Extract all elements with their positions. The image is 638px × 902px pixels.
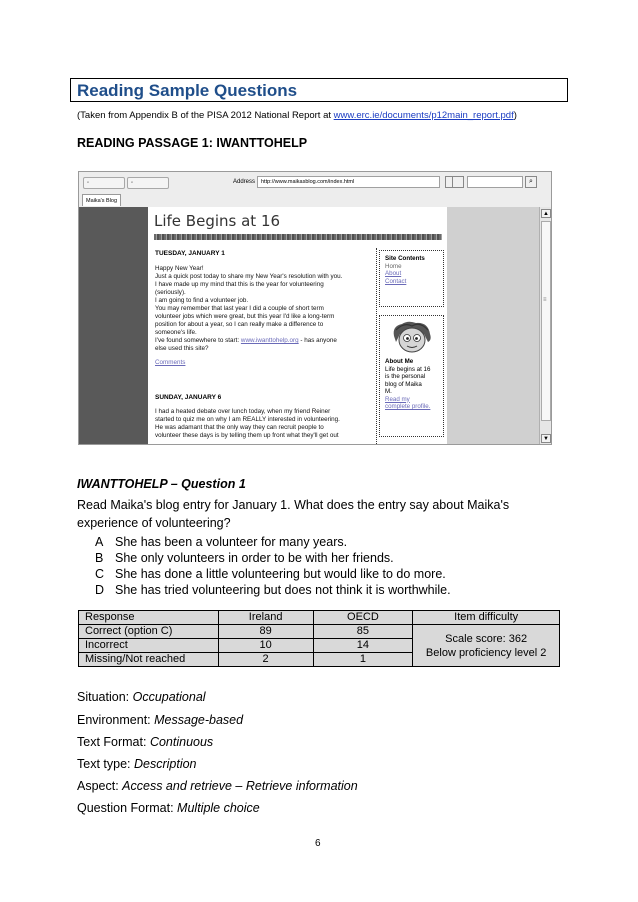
meta-text-type: Text type: Description — [77, 757, 197, 771]
grip-icon: ≡ — [543, 297, 547, 303]
iwanttohelp-link[interactable]: www.iwanttohelp.org — [240, 337, 299, 344]
meta-situation: Situation: Occupational — [77, 690, 206, 704]
option-b: B She only volunteers in order to be with her friends. — [95, 551, 394, 565]
option-a: A She has been a volunteer for many years. — [95, 535, 348, 549]
tab-maikas-blog[interactable]: Maika's Blog — [82, 194, 121, 206]
left-strip — [79, 207, 148, 445]
post-body: Happy New Year! Just a quick post today to share my New Year's resolution with you. I have made up my mind that this is the year for volunteering (seriously). I am going to find a volunteer job. You may remember that last year I did a couple of short term volunteer jobs which were great, but this year I'd like a long-term position for about a year, so I can really make a difference to someone's life. I've found somewhere to start: www.iwanttohelp.org - has anyone else used this site? Comments — [155, 265, 369, 367]
right-margin — [447, 207, 539, 445]
profile-link[interactable]: Read my — [385, 395, 410, 403]
scrollbar[interactable] — [539, 207, 552, 445]
sidebar-divider — [376, 248, 377, 445]
scroll-up-icon[interactable]: ▲ — [541, 209, 551, 218]
post-date: SUNDAY, JANUARY 6 — [155, 394, 222, 401]
page-number: 6 — [315, 838, 321, 849]
post-body: I had a heated debate over lunch today, when my friend Reiner started to quiz me on why I am REALLY interested in volunteering. He was adamant that the only way they can recruit people to volunteer these days is by telling them up front what they'll get out — [155, 408, 340, 439]
refresh-button[interactable] — [452, 176, 464, 188]
table-row: Incorrect 10 14 — [79, 639, 560, 653]
avatar-icon — [390, 320, 434, 354]
blog-content — [148, 207, 447, 445]
address-label: Address — [233, 179, 256, 185]
profile-link[interactable]: complete profile. — [385, 403, 431, 410]
section-title: Reading Sample Questions — [70, 78, 568, 102]
browser-screenshot — [78, 171, 552, 445]
forward-button[interactable]: ◦ — [127, 177, 169, 189]
search-icon[interactable]: ⌕ — [525, 176, 537, 188]
search-input[interactable] — [467, 176, 523, 188]
nav-about[interactable]: About — [385, 270, 402, 277]
title-divider — [154, 234, 442, 240]
scroll-thumb[interactable] — [541, 221, 551, 421]
site-contents-box: Site Contents Home About Contact — [379, 250, 444, 307]
nav-home[interactable]: Home — [385, 262, 402, 270]
table-row: Missing/Not reached 2 1 — [79, 653, 560, 667]
comments-link[interactable]: Comments — [155, 359, 186, 366]
meta-text-format: Text Format: Continuous — [77, 735, 214, 749]
scroll-down-icon[interactable]: ▼ — [541, 434, 551, 443]
question-title: IWANTTOHELP – Question 1 — [77, 477, 246, 491]
page-viewport — [79, 207, 552, 445]
source-note: (Taken from Appendix B of the PISA 2012 National Report at www.erc.ie/documents/p12main_report.pdf) — [77, 110, 517, 121]
answer-options — [95, 534, 451, 598]
results-table — [78, 610, 560, 667]
blog-title: Life Begins at 16 — [154, 212, 281, 230]
address-input[interactable]: http://www.maikasblog.com/index.html — [257, 176, 440, 188]
table-header: Response Ireland OECD Item difficulty — [79, 611, 560, 625]
meta-aspect: Aspect: Access and retrieve – Retrieve information — [77, 779, 358, 793]
option-d: D She has tried volunteering but does not think it is worthwhile. — [95, 583, 451, 597]
about-me-box: About Me Life begins at 16 is the personal blog of Maika M. Read my complete profile. — [379, 315, 444, 437]
back-button[interactable]: ◦ — [83, 177, 125, 189]
source-link[interactable]: www.erc.ie/documents/p12main_report.pdf — [333, 110, 514, 121]
meta-environment: Environment: Message-based — [77, 713, 244, 727]
passage-heading: READING PASSAGE 1: IWANTTOHELP — [77, 136, 308, 150]
post-date: TUESDAY, JANUARY 1 — [155, 250, 225, 257]
option-c: C She has done a little volunteering but would like to do more. — [95, 567, 446, 581]
meta-question-format: Question Format: Multiple choice — [77, 801, 260, 815]
table-row: Correct (option C) 89 85 Scale score: 362 Below proficiency level 2 — [79, 625, 560, 639]
item-difficulty: Scale score: 362 Below proficiency level 2 — [413, 625, 560, 667]
nav-contact[interactable]: Contact — [385, 277, 407, 285]
question-text: Read Maika's blog entry for January 1. What does the entry say about Maika's experience of volunteering? — [77, 498, 510, 530]
